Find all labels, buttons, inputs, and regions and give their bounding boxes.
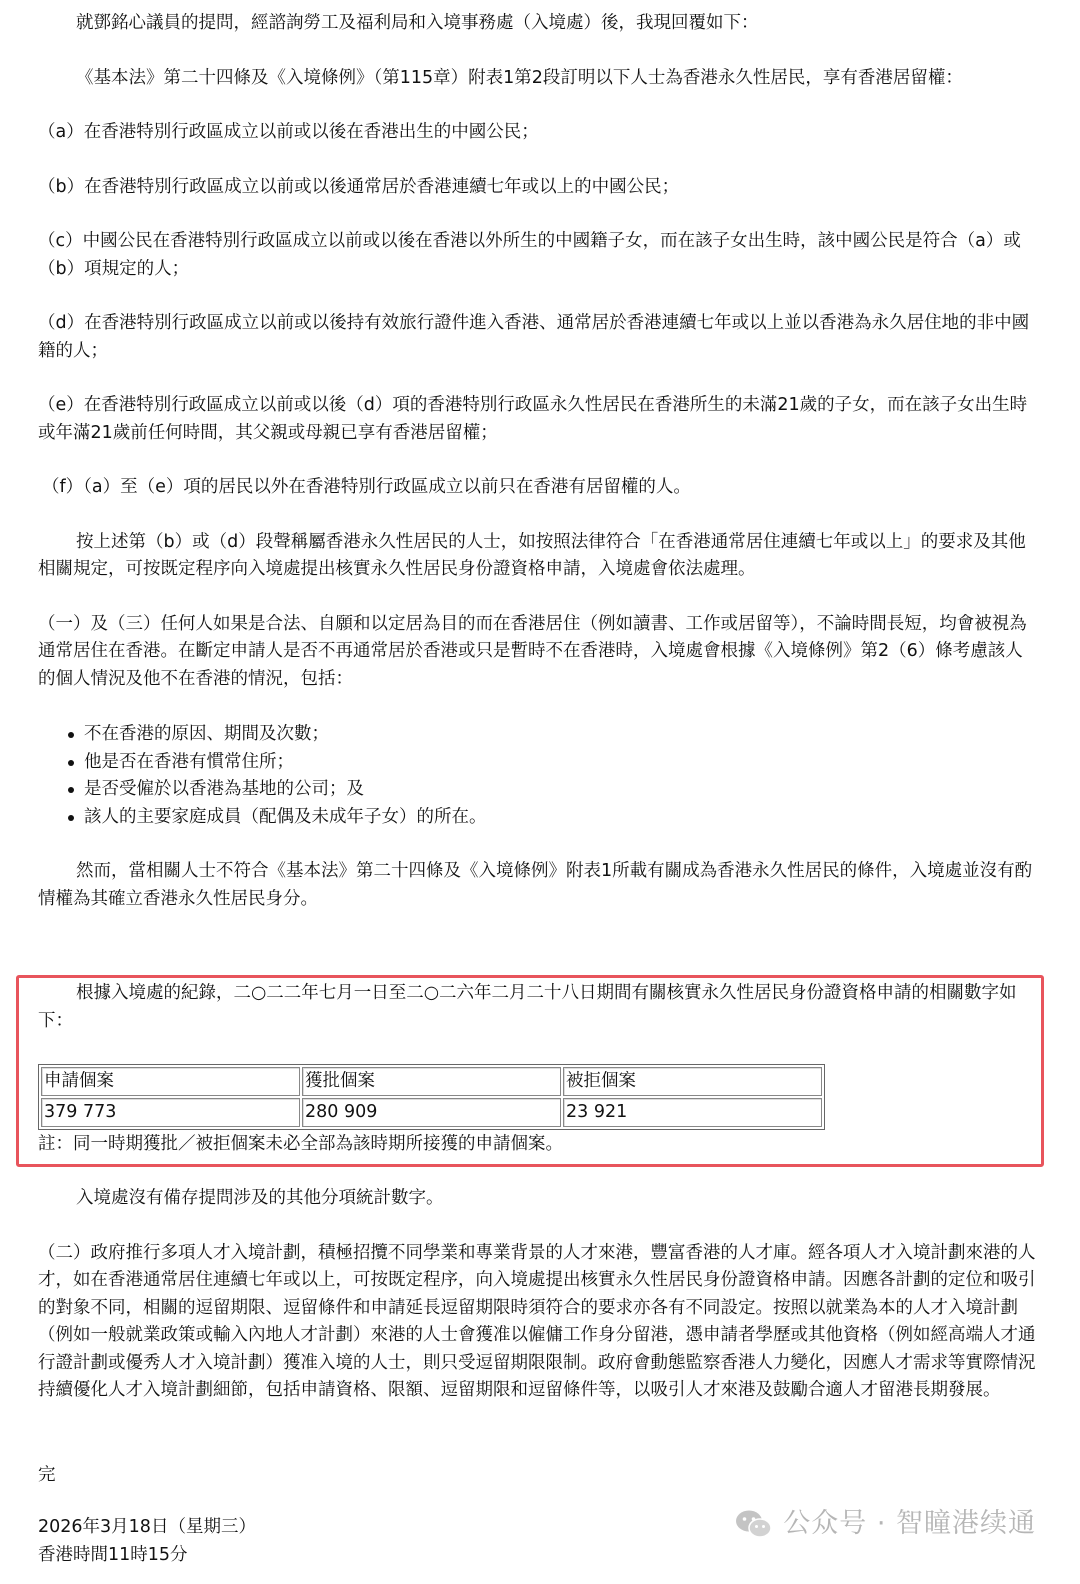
intro-paragraph: 就鄧銘心議員的提問，經諮詢勞工及福利局和入境事務處（入境處）後，我現回覆如下：: [76, 13, 759, 33]
header-approved: 獲批個案: [302, 1067, 561, 1096]
release-timestamp: [38, 1514, 256, 1569]
closing-section: [38, 1185, 1038, 1405]
watermark-text: 公众号 · 智瞳港续通: [783, 1508, 1036, 1539]
item-c: （c）中國公民在香港特別行政區成立以前或以後在香港以外所生的中國籍子女，而在該子女出生時，該中國公民是符合（a）或（b）項規定的人；: [38, 231, 1021, 279]
table-row: [41, 1098, 822, 1127]
date-line: 2026年3月18日（星期三）: [38, 1517, 256, 1537]
value-approved: 280 909: [302, 1098, 561, 1127]
table-note: 註：同一時期獲批／被拒個案未必全部為該時期所接獲的申請個案。: [38, 1134, 563, 1154]
header-applications: 申請個案: [41, 1067, 300, 1096]
statistics-table: [38, 1064, 825, 1130]
end-mark: 完: [38, 1465, 56, 1485]
para-b-d: 按上述第（b）或（d）段聲稱屬香港永久性居民的人士，如按照法律符合「在香港通常居住連續七年或以上」的要求及其他相關規定，可按既定程序向入境處提出核實永久性居民身份證資格申請，入境處會依法處理。: [38, 531, 1026, 579]
document-body: [38, 10, 1038, 913]
records-paragraph: 根據入境處的紀錄，二○二二年七月一日至二○二六年二月二十八日期間有關核實永久性居民身份證資格申請的相關數字如下：: [38, 983, 1017, 1031]
conditions-list: [38, 721, 1038, 831]
para-two: （二）政府推行多項人才入境計劃，積極招攬不同學業和專業背景的人才來港，豐富香港的人才庫。經各項人才入境計劃來港的人才，如在香港通常居住連續七年或以上，可按既定程序，向入境處提出核實永久性居民身份證資格申請。因應各計劃的定位和吸引的對象不同，相關的逗留期限、逗留條件和申請延長逗留期限時須符合的要求亦各有不同設定。按照以就業為本的人才入境計劃（例如一般就業政策或輸入內地人才計劃）來港的人士會獲准以僱傭工作身分留港，憑申請者學歷或其他資格（例如經高端人才通行證計劃或優秀人才入境計劃）獲准入境的人士，則只受逗留期限限制。政府會動態監察香港人力變化，因應人才需求等實際情況持續優化人才入境計劃細節，包括申請資格、限額、逗留期限和逗留條件等，以吸引人才來港及鼓勵合適人才留港長期發展。: [38, 1242, 1036, 1400]
header-refused: 被拒個案: [563, 1067, 822, 1096]
list-item: 他是否在香港有慣常住所；: [84, 749, 1038, 777]
item-f: （f）（a）至（e）項的居民以外在香港特別行政區成立以前只在香港有居留權的人。: [42, 477, 691, 497]
item-a: （a）在香港特別行政區成立以前或以後在香港出生的中國公民；: [38, 122, 539, 142]
item-b: （b）在香港特別行政區成立以前或以後通常居於香港連續七年或以上的中國公民；: [38, 176, 680, 197]
no-stats-paragraph: 入境處沒有備存提問涉及的其他分項統計數字。: [76, 1188, 444, 1208]
table-header-row: [41, 1067, 822, 1096]
basic-law-paragraph: 《基本法》第二十四條及《入境條例》（第115章）附表1第2段訂明以下人士為香港永久性居民，享有香港居留權：: [76, 67, 963, 88]
value-applications: 379 773: [41, 1098, 300, 1127]
watermark: [735, 1506, 1036, 1542]
list-item: 不在香港的原因、期間及次數；: [84, 721, 1038, 749]
list-item: 是否受僱於以香港為基地的公司；及: [84, 776, 1038, 804]
item-e: （e）在香港特別行政區成立以前或以後（d）項的香港特別行政區永久性居民在香港所生的未滿21歲的子女，而在該子女出生時或年滿21歲前任何時間，其父親或母親已享有香港居留權；: [38, 395, 1028, 443]
para-one-three: （一）及（三）任何人如果是合法、自願和以定居為目的而在香港居住（例如讀書、工作或居留等），不論時間長短，均會被視為通常居住在香港。在斷定申請人是否不再通常居於香港或只是暫時不在香港時，入境處會根據《入境條例》第2（6）條考慮該人的個人情況及他不在香港的情況，包括：: [38, 613, 1027, 689]
time-line: 香港時間11時15分: [38, 1544, 188, 1565]
list-item: 該人的主要家庭成員（配偶及未成年子女）的所在。: [84, 804, 1038, 832]
wechat-icon: [735, 1509, 773, 1539]
item-d: （d）在香港特別行政區成立以前或以後持有效旅行證件進入香港、通常居於香港連續七年或以上並以香港為永久居住地的非中國籍的人；: [38, 313, 1030, 361]
value-refused: 23 921: [563, 1098, 822, 1127]
para-however: 然而，當相關人士不符合《基本法》第二十四條及《入境條例》附表1所載有關成為香港永久性居民的條件，入境處並沒有酌情權為其確立香港永久性居民身分。: [38, 861, 1033, 909]
